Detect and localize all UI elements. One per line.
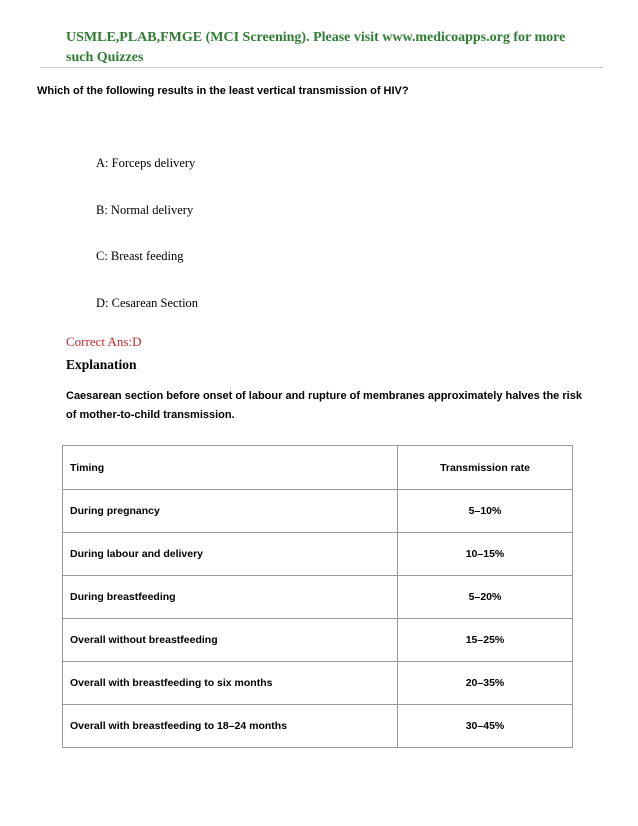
- row-rate: 5–10%: [398, 490, 573, 533]
- header-timing: Timing: [63, 446, 398, 490]
- row-timing: Overall with breastfeeding to six months: [63, 662, 398, 705]
- table-row: [63, 576, 573, 619]
- header-divider: [40, 67, 603, 68]
- correct-answer: Correct Ans:D: [66, 334, 142, 349]
- header-transmission-rate: Transmission rate: [398, 446, 573, 490]
- table-row: [63, 662, 573, 705]
- option-b[interactable]: B: Normal delivery: [96, 203, 194, 217]
- option-c[interactable]: C: Breast feeding: [96, 249, 184, 263]
- row-timing: During pregnancy: [63, 490, 398, 533]
- row-timing: Overall without breastfeeding: [63, 619, 398, 662]
- transmission-table: [62, 445, 573, 748]
- row-rate: 30–45%: [398, 705, 573, 748]
- option-d[interactable]: D: Cesarean Section: [96, 296, 199, 310]
- page-header: USMLE,PLAB,FMGE (MCI Screening). Please visit www.medicoapps.org for more such Quizzes: [66, 30, 566, 65]
- explanation-title: Explanation: [66, 357, 137, 372]
- question-text: Which of the following results in the least vertical transmission of HIV?: [37, 85, 409, 97]
- explanation-text: Caesarean section before onset of labour and rupture of membranes approximately halves the risk of mother-to-child transmission.: [66, 390, 582, 421]
- table-row: [63, 705, 573, 748]
- option-a[interactable]: A: Forceps delivery: [96, 156, 196, 170]
- row-timing: During labour and delivery: [63, 533, 398, 576]
- table-row: [63, 490, 573, 533]
- table-row: [63, 533, 573, 576]
- table-row: [63, 619, 573, 662]
- table-header-row: [63, 446, 573, 490]
- row-timing: During breastfeeding: [63, 576, 398, 619]
- row-rate: 10–15%: [398, 533, 573, 576]
- row-timing: Overall with breastfeeding to 18–24 months: [63, 705, 398, 748]
- row-rate: 5–20%: [398, 576, 573, 619]
- row-rate: 15–25%: [398, 619, 573, 662]
- row-rate: 20–35%: [398, 662, 573, 705]
